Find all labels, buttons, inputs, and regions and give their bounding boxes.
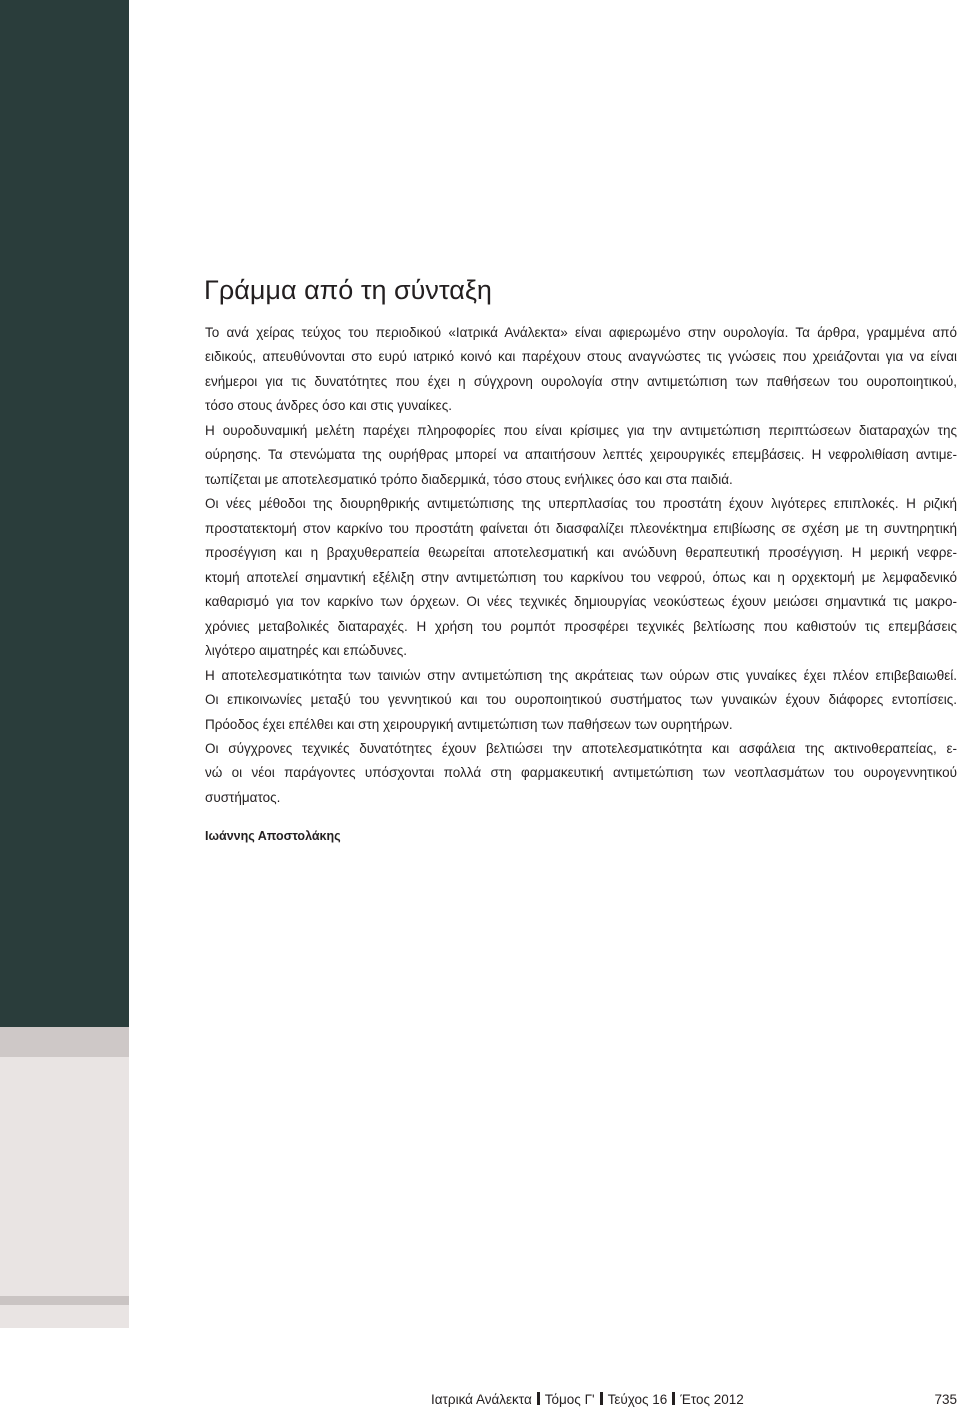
paragraph [205, 713, 958, 737]
footer-separator [672, 1392, 675, 1405]
paragraph [205, 419, 958, 492]
sidebar-band [0, 1027, 129, 1057]
sidebar-light-block [0, 1057, 129, 1296]
text-line: λιγότερο αιματηρές και επώδυνες. [205, 643, 408, 659]
paragraph [205, 492, 958, 663]
text-line: Το ανά χείρας τεύχος του περιοδικού «Ιατρικά Ανάλεκτα» είναι αφιερωμένο στην ουρολογία. Τα άρθρα, γραμμένα από [205, 325, 957, 340]
text-line: προστατεκτομή στον καρκίνο του προστάτη φαίνεται ότι διασφαλίζει πλεονέκτημα επιβίωσης σε σχέση με τη συντηρητική [205, 520, 957, 536]
text-line: Η ουροδυναμική μελέτη παρέχει πληροφορίες που είναι κρίσιμες για την αντιμετώπιση περιπτώσεων διαταραχών της [205, 422, 957, 438]
text-line: ενήμεροι για τις δυνατότητες που έχει η σύγχρονη ουρολογία στην αντιμετώπιση των παθήσεων του ουροποιητικού, [205, 373, 957, 389]
paragraph [205, 737, 958, 810]
footer-separator [600, 1392, 603, 1405]
text-line: ούρησης. Τα στενώματα της ουρήθρας μπορεί να απαιτήσουν λεπτές χειρουργικές επεμβάσεις. Η νεφρολιθίαση αντιμε- [205, 447, 957, 463]
text-line: κτομή αποτελεί σημαντική εξέλιξη στην αντιμετώπιση του καρκίνου του νεφρού, όπως και η ορχεκτομή με λεμφαδενικό [205, 569, 957, 585]
paragraph [205, 688, 958, 712]
sidebar-light-block [0, 1305, 129, 1328]
sidebar-dark-block [0, 0, 129, 1027]
text-line: τωπίζεται με αποτελεσματικό τρόπο διαδερμικά, τόσο στους ενήλικες όσο και στα παιδιά. [205, 471, 733, 487]
text-line: προσέγγιση και η βραχυθεραπεία θεωρείται αποτελεσματική και ανώδυνη θεραπευτική προσέγγιση. Η μερική νεφρε- [205, 545, 957, 561]
paragraph [205, 664, 958, 688]
footer-volume: Τόμος Γ' [544, 1392, 595, 1407]
footer-issue: Τεύχος 16 [607, 1392, 668, 1407]
text-line: ειδικούς, απευθύνονται στο ευρύ ιατρικό κοινό και παρέχουν στους αναγνώστες τις γνώσεις που χρειάζονται για να είναι [205, 349, 957, 365]
page-title: Γράμμα από τη σύνταξη [204, 275, 492, 305]
text-line: χρόνιες μεταβολικές διαταραχές. Η χρήση του ρομπότ προσφέρει τεχνικές βελτίωσης που καθιστούν τις επεμβάσεις [205, 618, 957, 634]
sidebar-band [0, 1296, 129, 1305]
text-line: Οι νέες μέθοδοι της διουρηθρικής αντιμετώπισης της υπερπλασίας του προστάτη έχουν λιγότερες επιπλοκές. Η ριζική [205, 496, 957, 512]
author-signature: Ιωάννης Αποστολάκης [205, 829, 341, 843]
text-line: νώ οι νέοι παράγοντες υπόσχονται πολλά στη φαρμακευτική αντιμετώπιση των νεοπλασμάτων του ουρογεννητικού [205, 765, 957, 781]
text-line: Οι επικοινωνίες μεταξύ του γεννητικού και του ουροποιητικού συστήματος των γυναικών έχουν διάφορες εντοπίσεις. [205, 692, 957, 708]
footer-journal: Ιατρικά Ανάλεκτα [431, 1392, 532, 1407]
paragraph [205, 321, 958, 419]
text-line: Οι σύγχρονες τεχνικές δυνατότητες έχουν βελτιώσει την αποτελεσματικότητα και ασφάλεια της ακτινοθεραπείας, ε- [205, 740, 957, 756]
text-line: Η αποτελεσματικότητα των ταινιών στην αντιμετώπιση της ακράτειας των ούρων στις γυναίκες έχει πλέον επιβεβαιωθεί. [205, 667, 957, 683]
journal-footer [431, 1390, 744, 1410]
text-line: συστήματος. [205, 789, 281, 805]
text-line: τόσο στους άνδρες όσο και στις γυναίκες. [205, 398, 452, 414]
text-line: καθαρισμό για τον καρκίνο των όρχεων. Οι νέες τεχνικές δημιουργίας νεοκύστεως έχουν μειώσει σημαντικά τις μακρο- [205, 594, 957, 610]
footer-separator [537, 1392, 540, 1405]
page-number: 735 [934, 1392, 957, 1407]
footer-year: Έτος 2012 [680, 1392, 744, 1407]
text-line: Πρόοδος έχει επέλθει και στη χειρουργική αντιμετώπιση των παθήσεων των ουρητήρων. [205, 716, 733, 732]
article-body [205, 321, 958, 810]
